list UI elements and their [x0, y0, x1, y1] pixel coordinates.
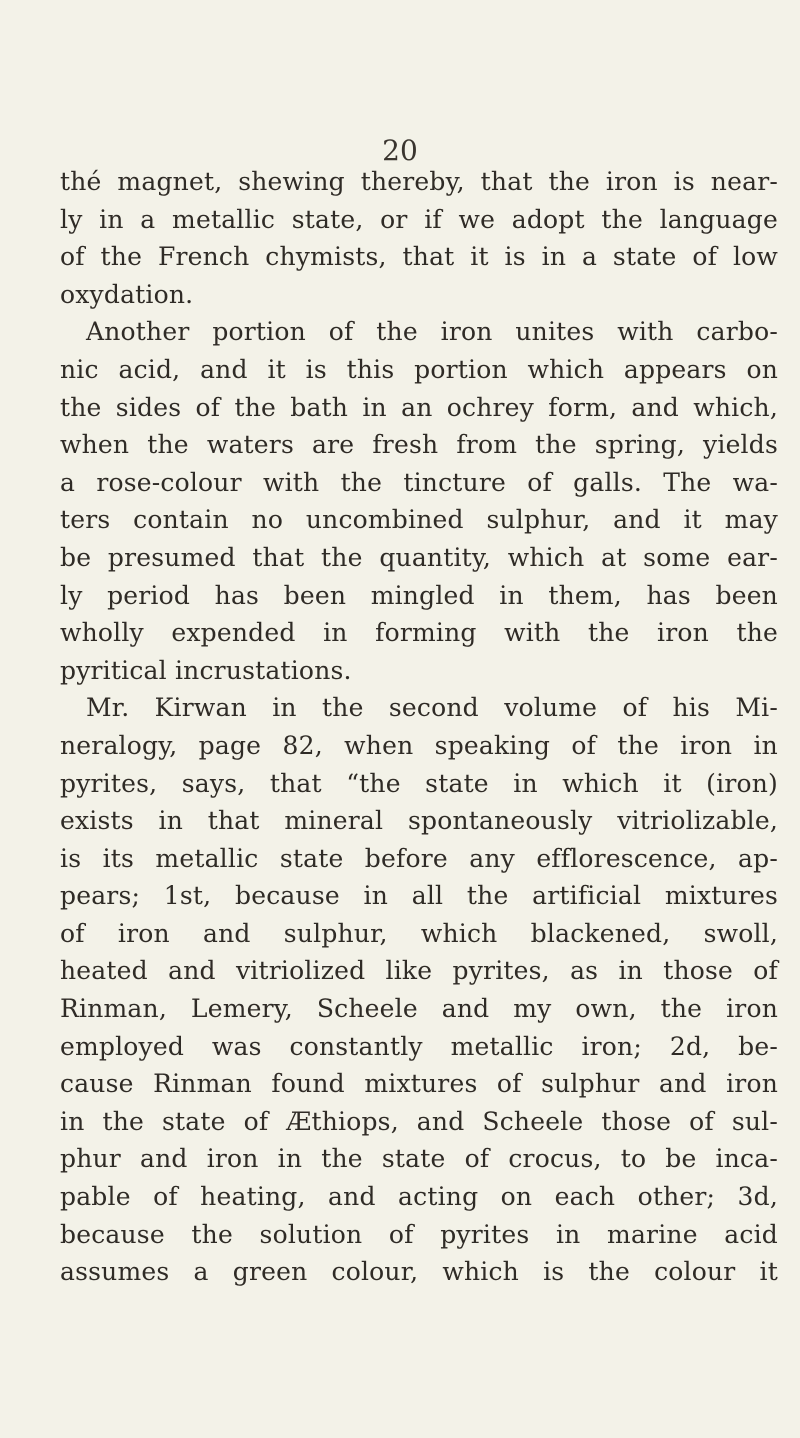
text-line: pears; 1st, because in all the artificial mixtures [60, 881, 778, 911]
text-line: of the French chymists, that it is in a state of low [60, 242, 778, 272]
text-line: be presumed that the quantity, which at some ear- [60, 542, 778, 572]
text-line: when the waters are fresh from the spring, yields [60, 430, 778, 460]
text-line: a rose-colour with the tincture of galls. The wa- [60, 467, 778, 497]
text-line: exists in that mineral spontaneously vitriolizable, [60, 806, 778, 836]
text-line: employed was constantly metallic iron; 2d, be- [60, 1031, 778, 1061]
text-line: heated and vitriolized like pyrites, as in those of [60, 956, 778, 986]
text-line: cause Rinman found mixtures of sulphur and iron [60, 1069, 778, 1099]
text-line: ly in a metallic state, or if we adopt the language [60, 204, 778, 234]
text-line: assumes a green colour, which is the colour it [60, 1257, 778, 1287]
text-line: Another portion of the iron unites with carbo- [86, 317, 778, 347]
body-text [60, 163, 778, 1291]
text-line: oxydation. [60, 279, 194, 309]
text-line: ly period has been mingled in them, has been [60, 580, 778, 610]
text-line: is its metallic state before any efflorescence, ap- [60, 843, 778, 873]
text-line: pable of heating, and acting on each other; 3d, [60, 1182, 778, 1212]
text-line: nic acid, and it is this portion which appears on [60, 354, 778, 384]
text-line: pyrites, says, that “the state in which it (iron) [60, 768, 778, 798]
text-line: ters contain no uncombined sulphur, and it may [60, 505, 778, 535]
text-line: pyritical incrustations. [60, 655, 352, 685]
text-line: Rinman, Lemery, Scheele and my own, the iron [60, 994, 778, 1024]
text-line: thé magnet, shewing thereby, that the iron is near- [60, 167, 778, 196]
text-line: in the state of Æthiops, and Scheele those of sul- [60, 1106, 778, 1136]
text-line: the sides of the bath in an ochrey form, and which, [60, 392, 778, 422]
text-line: because the solution of pyrites in marine acid [60, 1219, 778, 1249]
text-line: phur and iron in the state of crocus, to be inca- [60, 1144, 778, 1174]
text-line: Mr. Kirwan in the second volume of his Mi- [86, 693, 778, 723]
page-number: 20 [382, 134, 418, 167]
text-line: of iron and sulphur, which blackened, swoll, [60, 918, 778, 948]
text-line: wholly expended in forming with the iron the [60, 618, 778, 648]
text-line: neralogy, page 82, when speaking of the iron in [60, 730, 778, 760]
